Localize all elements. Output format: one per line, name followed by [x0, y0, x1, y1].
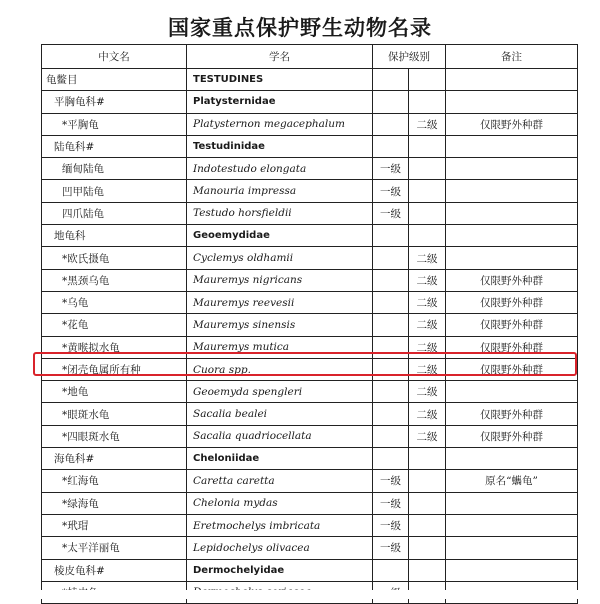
remarks-cell: 仅限野外种群 — [446, 403, 578, 425]
table-header-row — [42, 45, 578, 69]
level-one-cell — [373, 225, 409, 247]
scientific-name-cell: Geoemyda spengleri — [187, 381, 373, 403]
level-one-cell — [373, 403, 409, 425]
chinese-name-cell: 海龟科# — [42, 448, 187, 470]
scientific-name-cell: Platysternon megacephalum — [187, 113, 373, 135]
table-row — [42, 470, 578, 492]
level-two-cell — [409, 559, 446, 581]
table-row — [42, 291, 578, 313]
level-two-cell — [409, 492, 446, 514]
level-one-cell: 一级 — [373, 492, 409, 514]
level-one-cell — [373, 69, 409, 91]
level-one-cell — [373, 425, 409, 447]
scientific-name-cell: Dermochelyidae — [187, 559, 373, 581]
table-row — [42, 403, 578, 425]
table-row — [42, 514, 578, 536]
header-protection-level: 保护级别 — [373, 45, 446, 69]
level-two-cell — [409, 537, 446, 559]
table-row — [42, 448, 578, 470]
chinese-name-cell: *绿海龟 — [42, 492, 187, 514]
remarks-cell: 仅限野外种群 — [446, 269, 578, 291]
level-one-cell — [373, 91, 409, 113]
level-one-cell — [373, 269, 409, 291]
chinese-name-cell: 地龟科 — [42, 225, 187, 247]
level-one-cell: 一级 — [373, 158, 409, 180]
scientific-name-cell: Testudinidae — [187, 135, 373, 157]
remarks-cell: 仅限野外种群 — [446, 336, 578, 358]
scientific-name-cell: Mauremys mutica — [187, 336, 373, 358]
highlight-box — [33, 352, 577, 376]
chinese-name-cell: *地龟 — [42, 381, 187, 403]
level-two-cell — [409, 470, 446, 492]
level-two-cell: 二级 — [409, 403, 446, 425]
page-edge — [0, 590, 600, 599]
table-row — [42, 113, 578, 135]
page-title: 国家重点保护野生动物名录 — [168, 15, 432, 40]
scientific-name-cell: Sacalia quadriocellata — [187, 425, 373, 447]
scientific-name-cell: TESTUDINES — [187, 69, 373, 91]
chinese-name-cell: *黑颈乌龟 — [42, 269, 187, 291]
header-remarks: 备注 — [446, 45, 578, 69]
chinese-name-cell: 四爪陆龟 — [42, 202, 187, 224]
level-one-cell: 一级 — [373, 514, 409, 536]
chinese-name-cell: *花龟 — [42, 314, 187, 336]
level-two-cell: 二级 — [409, 314, 446, 336]
scientific-name-cell: Eretmochelys imbricata — [187, 514, 373, 536]
remarks-cell: 仅限野外种群 — [446, 291, 578, 313]
level-one-cell — [373, 314, 409, 336]
table-row — [42, 247, 578, 269]
level-two-cell: 二级 — [409, 269, 446, 291]
level-two-cell — [409, 91, 446, 113]
chinese-name-cell: *乌龟 — [42, 291, 187, 313]
table-row — [42, 225, 578, 247]
level-two-cell — [409, 180, 446, 202]
scientific-name-cell: Caretta caretta — [187, 470, 373, 492]
chinese-name-cell: 平胸龟科# — [42, 91, 187, 113]
level-two-cell — [409, 202, 446, 224]
table-row — [42, 425, 578, 447]
scientific-name-cell: Cheloniidae — [187, 448, 373, 470]
scientific-name-cell: Cyclemys oldhamii — [187, 247, 373, 269]
table-row — [42, 537, 578, 559]
chinese-name-cell: 龟鳖目 — [42, 69, 187, 91]
remarks-cell — [446, 91, 578, 113]
level-one-cell: 一级 — [373, 470, 409, 492]
level-two-cell: 二级 — [409, 425, 446, 447]
remarks-cell — [446, 135, 578, 157]
table-row — [42, 202, 578, 224]
remarks-cell — [446, 514, 578, 536]
chinese-name-cell: *黄喉拟水龟 — [42, 336, 187, 358]
level-two-cell — [409, 135, 446, 157]
level-one-cell: 一级 — [373, 202, 409, 224]
remarks-cell — [446, 247, 578, 269]
table-row — [42, 135, 578, 157]
remarks-cell: 仅限野外种群 — [446, 358, 578, 380]
level-two-cell: 二级 — [409, 247, 446, 269]
chinese-name-cell: 陆龟科# — [42, 135, 187, 157]
level-one-cell — [373, 448, 409, 470]
level-two-cell: 二级 — [409, 358, 446, 380]
chinese-name-cell: *欧氏摄龟 — [42, 247, 187, 269]
table-row — [42, 381, 578, 403]
chinese-name-cell: *太平洋丽龟 — [42, 537, 187, 559]
level-two-cell — [409, 448, 446, 470]
scientific-name-cell: Cuora spp. — [187, 358, 373, 380]
table-row — [42, 492, 578, 514]
header-chinese-name: 中文名 — [42, 45, 187, 69]
level-two-cell: 二级 — [409, 381, 446, 403]
level-one-cell: 一级 — [373, 537, 409, 559]
scientific-name-cell: Sacalia bealei — [187, 403, 373, 425]
table-row — [42, 91, 578, 113]
remarks-cell: 原名“蠵龟” — [446, 470, 578, 492]
level-two-cell — [409, 514, 446, 536]
scientific-name-cell: Chelonia mydas — [187, 492, 373, 514]
scientific-name-cell: Mauremys reevesii — [187, 291, 373, 313]
level-one-cell — [373, 559, 409, 581]
table-row — [42, 180, 578, 202]
level-two-cell: 二级 — [409, 291, 446, 313]
remarks-cell — [446, 158, 578, 180]
chinese-name-cell: *四眼斑水龟 — [42, 425, 187, 447]
level-one-cell — [373, 135, 409, 157]
header-scientific-name: 学名 — [187, 45, 373, 69]
level-one-cell: 一级 — [373, 180, 409, 202]
scientific-name-cell: Manouria impressa — [187, 180, 373, 202]
scientific-name-cell: Platysternidae — [187, 91, 373, 113]
table-row — [42, 69, 578, 91]
remarks-cell — [446, 492, 578, 514]
chinese-name-cell: *眼斑水龟 — [42, 403, 187, 425]
remarks-cell: 仅限野外种群 — [446, 314, 578, 336]
level-one-cell — [373, 291, 409, 313]
chinese-name-cell: *玳瑁 — [42, 514, 187, 536]
remarks-cell — [446, 69, 578, 91]
remarks-cell — [446, 225, 578, 247]
remarks-cell — [446, 537, 578, 559]
level-two-cell — [409, 158, 446, 180]
remarks-cell — [446, 202, 578, 224]
chinese-name-cell: 凹甲陆龟 — [42, 180, 187, 202]
species-table — [41, 44, 578, 604]
level-one-cell — [373, 247, 409, 269]
level-two-cell: 二级 — [409, 336, 446, 358]
remarks-cell — [446, 180, 578, 202]
chinese-name-cell: 棱皮龟科# — [42, 559, 187, 581]
table-row — [42, 314, 578, 336]
scientific-name-cell: Mauremys nigricans — [187, 269, 373, 291]
scientific-name-cell: Testudo horsfieldii — [187, 202, 373, 224]
chinese-name-cell: *闭壳龟属所有种 — [42, 358, 187, 380]
chinese-name-cell: *红海龟 — [42, 470, 187, 492]
remarks-cell: 仅限野外种群 — [446, 425, 578, 447]
remarks-cell — [446, 448, 578, 470]
remarks-cell — [446, 559, 578, 581]
table-row — [42, 559, 578, 581]
level-two-cell: 二级 — [409, 113, 446, 135]
scientific-name-cell: Lepidochelys olivacea — [187, 537, 373, 559]
level-one-cell — [373, 113, 409, 135]
scientific-name-cell: Indotestudo elongata — [187, 158, 373, 180]
remarks-cell — [446, 381, 578, 403]
scientific-name-cell: Geoemydidae — [187, 225, 373, 247]
table-row — [42, 269, 578, 291]
chinese-name-cell: 缅甸陆龟 — [42, 158, 187, 180]
level-two-cell — [409, 225, 446, 247]
level-one-cell — [373, 381, 409, 403]
scientific-name-cell: Mauremys sinensis — [187, 314, 373, 336]
chinese-name-cell: *平胸龟 — [42, 113, 187, 135]
table-row — [42, 158, 578, 180]
remarks-cell: 仅限野外种群 — [446, 113, 578, 135]
level-two-cell — [409, 69, 446, 91]
